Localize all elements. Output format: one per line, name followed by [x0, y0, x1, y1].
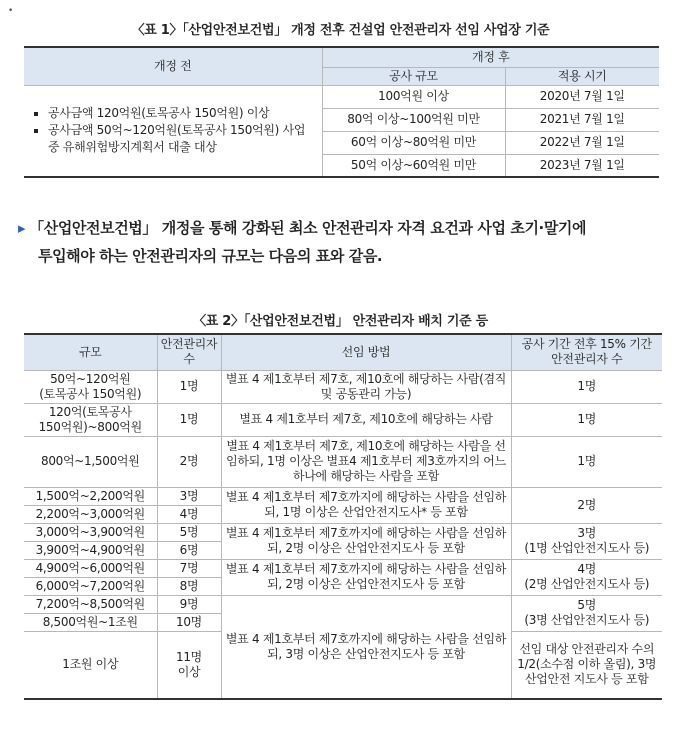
header-count: 안전관리자 수 — [157, 334, 221, 370]
period-cell: 1명 — [511, 370, 662, 403]
col-after-header: 개정 후 — [322, 47, 659, 67]
scale-cell: 3,900억~4,900억원 — [24, 541, 157, 559]
scale-cell: 60억 이상~80억원 미만 — [322, 131, 505, 154]
count-cell: 7명 — [157, 559, 221, 577]
scale-cell: 120억(토목공사 150억원)~800억원 — [24, 403, 157, 436]
count-cell: 1명 — [157, 403, 221, 436]
count-cell: 6명 — [157, 541, 221, 559]
count-cell: 5명 — [157, 523, 221, 541]
scale-cell: 3,000억~3,900억원 — [24, 523, 157, 541]
before-item: ▪ 공사금액 50억~120억원(토목공사 150억원) 사업 중 유해위험방지계획서 대출 대상 — [48, 122, 319, 156]
count-cell: 3명 — [157, 487, 221, 505]
count-cell: 9명 — [157, 595, 221, 613]
scale-cell: 50억~120억원 (토목공사 150억원) — [24, 370, 157, 403]
scale-cell: 1조원 이상 — [24, 631, 157, 699]
method-cell: 별표 4 제1호부터 제7호, 제10호에 해당하는 사람(겸직 및 공동관리 가능) — [221, 370, 511, 403]
count-cell: 11명 이상 — [157, 631, 221, 699]
page-marker: • — [8, 6, 14, 16]
scale-cell: 6,000억~7,200억원 — [24, 577, 157, 595]
count-cell: 10명 — [157, 613, 221, 631]
scale-cell: 4,900억~6,000억원 — [24, 559, 157, 577]
count-cell: 8명 — [157, 577, 221, 595]
body-paragraph — [18, 214, 668, 270]
col-scale-header: 공사 규모 — [322, 67, 505, 85]
period-cell: 4명 (2명 산업안전지도사 등) — [511, 559, 662, 595]
col-time-header: 적용 시기 — [505, 67, 659, 85]
count-cell: 4명 — [157, 505, 221, 523]
table1 — [24, 46, 659, 178]
period-cell: 선임 대상 안전관리자 수의 1/2(소수점 이하 올림), 3명 산업안전 지도사 등 포함 — [511, 631, 662, 699]
method-cell: 별표 4 제1호부터 제7호까지에 해당하는 사람을 선임하되, 2명 이상은 산업안전지도사 등 포함 — [221, 559, 511, 595]
time-cell: 2021년 7월 1일 — [505, 108, 659, 131]
period-cell: 5명 (3명 산업안전지도사 등) — [511, 595, 662, 631]
header-method: 선임 방법 — [221, 334, 511, 370]
scale-cell: 800억~1,500억원 — [24, 436, 157, 487]
period-cell: 3명 (1명 산업안전지도사 등) — [511, 523, 662, 559]
time-cell: 2020년 7월 1일 — [505, 85, 659, 108]
before-item: ▪ 공사금액 120억원(토목공사 150억원) 이상 — [48, 105, 319, 122]
time-cell: 2023년 7월 1일 — [505, 154, 659, 177]
header-period: 공사 기간 전후 15% 기간 안전관리자 수 — [511, 334, 662, 370]
scale-cell: 80억 이상~100억원 미만 — [322, 108, 505, 131]
scale-cell: 8,500억원~1조원 — [24, 613, 157, 631]
method-cell: 별표 4 제1호부터 제7호까지에 해당하는 사람을 선임하되, 3명 이상은 산업안전지도사 등 포함 — [221, 595, 511, 699]
method-cell: 별표 4 제1호부터 제7호, 제10호에 해당하는 사람 — [221, 403, 511, 436]
table1-caption: 〈표 1〉「산업안전보건법」 개정 전후 건설업 안전관리자 선임 사업장 기준 — [131, 23, 550, 38]
method-cell: 별표 4 제1호부터 제7호까지에 해당하는 사람을 선임하되, 2명 이상은 산업안전지도사 등 포함 — [221, 523, 511, 559]
table2-caption: 〈표 2〉「산업안전보건법」 안전관리자 배치 기준 등 — [193, 314, 488, 329]
header-scale: 규모 — [24, 334, 157, 370]
scale-cell: 7,200억~8,500억원 — [24, 595, 157, 613]
scale-cell: 100억원 이상 — [322, 85, 505, 108]
count-cell: 2명 — [157, 436, 221, 487]
period-cell: 1명 — [511, 403, 662, 436]
arrow-bullet-icon: ▸ — [18, 219, 26, 237]
period-cell: 2명 — [511, 487, 662, 523]
col-before-header: 개정 전 — [24, 47, 322, 85]
count-cell: 1명 — [157, 370, 221, 403]
scale-cell: 50억 이상~60억원 미만 — [322, 154, 505, 177]
method-cell: 별표 4 제1호부터 제7호까지에 해당하는 사람을 선임하되, 1명 이상은 산업안전지도사* 등 포함 — [221, 487, 511, 523]
table2 — [24, 333, 662, 700]
period-cell: 1명 — [511, 436, 662, 487]
before-criteria-cell — [24, 85, 322, 177]
time-cell: 2022년 7월 1일 — [505, 131, 659, 154]
paragraph-line2: 투입해야 하는 안전관리자의 규모는 다음의 표와 같음. — [38, 247, 383, 265]
paragraph-line1: 「산업안전보건법」 개정을 통해 강화된 최소 안전관리자 자격 요건과 사업 초기·말기에 — [29, 219, 587, 237]
scale-cell: 1,500억~2,200억원 — [24, 487, 157, 505]
method-cell: 별표 4 제1호부터 제7호, 제10호에 해당하는 사람을 선임하되, 1명 이상은 별표4 제1호부터 제3호까지의 어느 하나에 해당하는 사람을 포함 — [221, 436, 511, 487]
scale-cell: 2,200억~3,000억원 — [24, 505, 157, 523]
